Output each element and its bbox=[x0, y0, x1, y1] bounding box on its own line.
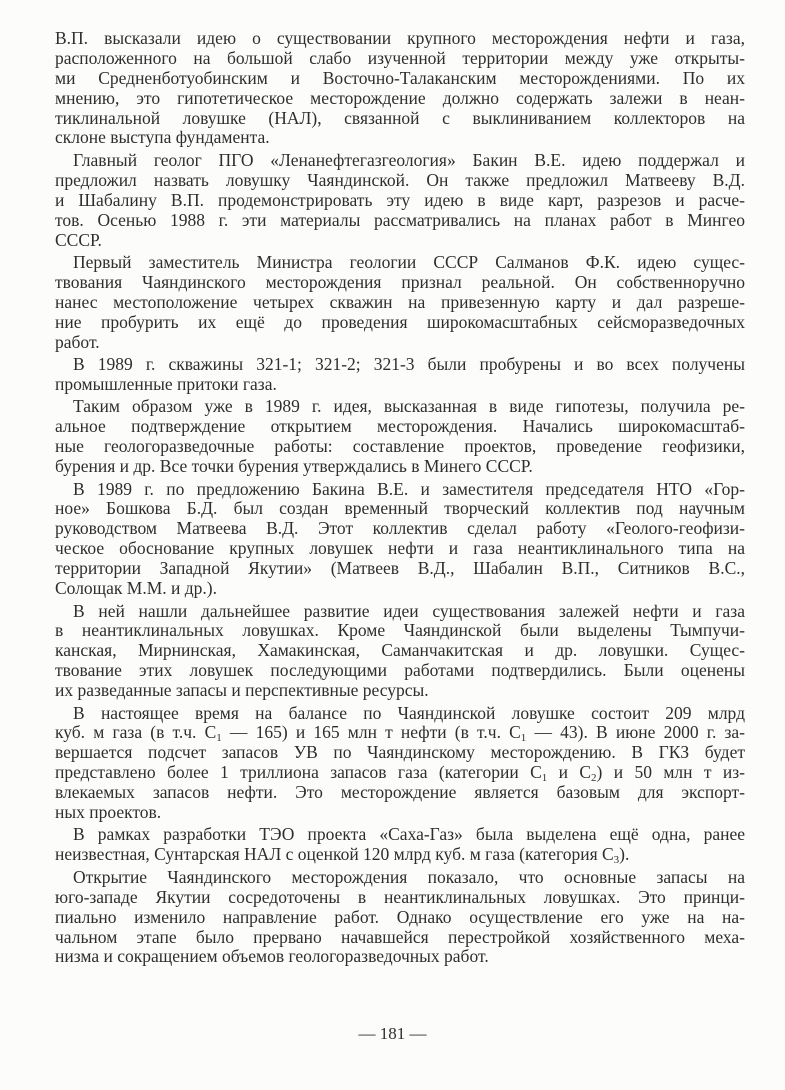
text-line: пиально изменило направление работ. Однако осуществление его уже на на- bbox=[55, 906, 745, 927]
subscript: 2 bbox=[591, 772, 597, 785]
text-line: и Шабалину В.П. продемонстрировать эту идею в виде карт, разрезов и расче- bbox=[55, 189, 745, 210]
text-line bbox=[55, 723, 745, 743]
text-line: предложил назвать ловушку Чаяндинской. Он также предложил Матвееву В.Д. bbox=[55, 169, 745, 190]
text-line: В ней нашли дальнейшее развитие идеи существования залежей нефти и газа bbox=[73, 600, 745, 621]
text-line: ческое обоснование крупных ловушек нефти и газа неантиклинального типа на bbox=[55, 538, 745, 559]
paragraph bbox=[55, 253, 745, 352]
text-line: территории Западной Якутии» (Матвеев В.Д., Шабалин В.П., Ситников В.С., bbox=[55, 558, 745, 579]
paragraph bbox=[55, 151, 745, 250]
text-line: склоне выступа фундамента. bbox=[55, 127, 270, 148]
text-line: бурения и др. Все точки бурения утверждались в Минего СССР. bbox=[55, 456, 533, 477]
page-number: — 181 — bbox=[358, 1024, 427, 1043]
text-segment: — 43). В июне 2000 г. за- bbox=[526, 722, 746, 743]
text-line: твование этих ловушек последующими работами подтвердились. Были оценены bbox=[55, 660, 745, 681]
subscript: 1 bbox=[216, 732, 222, 745]
text-line: твования Чаяндинского месторождения признал реальной. Он собственноручно bbox=[55, 271, 745, 292]
paragraph bbox=[55, 868, 745, 967]
text-line: промышленные притоки газа. bbox=[55, 373, 277, 394]
text-line: ние пробурить их ещё до проведения широкомасштабных сейсморазведочных bbox=[55, 311, 745, 332]
text-line bbox=[55, 763, 745, 783]
subscript: 1 bbox=[520, 732, 527, 745]
text-line: Открытие Чаяндинского месторождения показало, что основные запасы на bbox=[73, 866, 745, 887]
paragraph bbox=[55, 825, 745, 865]
text-line: низма и сокращением объемов геологоразведочных работ. bbox=[55, 946, 489, 967]
text-line: Первый заместитель Министра геологии СССР Салманов Ф.К. идею сущес- bbox=[73, 251, 745, 272]
text-line: Таким образом уже в 1989 г. идея, высказанная в виде гипотезы, получила ре- bbox=[73, 396, 745, 417]
text-line: В рамках разработки ТЭО проекта «Саха-Газ» была выделена ещё одна, ранее bbox=[73, 824, 745, 845]
text-line: влекаемых запасов нефти. Это месторождение является базовым для экспорт- bbox=[55, 782, 745, 803]
text-segment: куб. м газа (в т.ч. C bbox=[55, 722, 217, 743]
subscript: 3 bbox=[613, 854, 620, 867]
text-segment: неизвестная, Сунтарская НАЛ с оценкой 120 млрд куб. м газа (категория C bbox=[55, 844, 614, 865]
text-line: нанес местоположение четырех скважин на привезенную карту и дал разреше- bbox=[55, 291, 745, 312]
paragraph bbox=[55, 480, 745, 599]
text-line: ных проектов. bbox=[55, 802, 162, 822]
text-line: альное подтверждение открытием месторождения. Начались широкомасштаб- bbox=[55, 416, 745, 437]
paragraph bbox=[55, 29, 745, 148]
text-line: ные геологоразведочные работы: составление проектов, проведение геофизики, bbox=[55, 436, 745, 457]
text-line: расположенного на большой слабо изученной территории между уже открыты- bbox=[55, 47, 745, 68]
text-line: руководством Матвеева В.Д. Этот коллектив сделал работу «Геолого-геофизи- bbox=[55, 518, 745, 539]
text-line: В.П. высказали идею о существовании крупного месторождения нефти и газа, bbox=[55, 28, 745, 48]
text-line: Солощак М.М. и др.). bbox=[55, 578, 218, 599]
text-segment: — 165) и 165 млн т нефти (в т.ч. C bbox=[221, 722, 521, 743]
paragraph bbox=[55, 602, 745, 701]
paragraph bbox=[55, 704, 745, 823]
text-segment: ) и 50 млн т из- bbox=[596, 762, 745, 783]
text-line: вершается подсчет запасов УВ по Чаяндинскому месторождению. В ГКЗ будет bbox=[55, 742, 745, 763]
text-line: мнению, это гипотетическое месторождение должно содержать залежи в неан- bbox=[55, 87, 745, 108]
text-line: тов. Осенью 1988 г. эти материалы рассматривались на планах работ в Мингео bbox=[55, 209, 745, 230]
text-line: Главный геолог ПГО «Ленанефтегазгеология» Бакин В.Е. идею поддержал и bbox=[73, 149, 745, 170]
paragraph bbox=[55, 397, 745, 477]
text-line: В 1989 г. по предложению Бакина В.Е. и заместителя председателя НТО «Гор- bbox=[73, 478, 745, 499]
text-segment: и C bbox=[547, 762, 592, 783]
text-line: В настоящее время на балансе по Чаяндинской ловушке состоит 209 млрд bbox=[73, 702, 745, 723]
text-line: СССР. bbox=[55, 229, 102, 250]
text-line: чальном этапе было прервано начавшейся перестройкой хозяйственного меха- bbox=[55, 926, 745, 947]
text-segment: ). bbox=[619, 844, 630, 865]
page-body-text bbox=[55, 29, 745, 967]
text-line bbox=[55, 845, 745, 865]
text-line: тиклинальной ловушке (НАЛ), связанной с выклиниванием коллекторов на bbox=[55, 107, 745, 128]
text-line: юго-западе Якутии сосредоточены в неантиклинальных ловушках. Это принци- bbox=[55, 886, 745, 907]
text-line: ми Средненботуобинским и Восточно-Талаканским месторождениями. По их bbox=[55, 67, 745, 88]
text-line: в неантиклинальных ловушках. Кроме Чаяндинской были выделены Тымпучи- bbox=[55, 620, 745, 641]
text-line: их разведанные запасы и перспективные ресурсы. bbox=[55, 680, 429, 701]
paragraph bbox=[55, 355, 745, 395]
text-segment: представлено более 1 триллиона запасов газа (категории C bbox=[55, 762, 542, 783]
text-line: работ. bbox=[55, 331, 100, 352]
text-line: ное» Бошкова Б.Д. был создан временный творческий коллектив под научным bbox=[55, 498, 745, 519]
text-line: В 1989 г. скважины 321-1; 321-2; 321-3 были пробурены и во всех получены bbox=[73, 354, 745, 375]
subscript: 1 bbox=[541, 772, 548, 785]
text-line: канская, Мирнинская, Хамакинская, Саманчакитская и др. ловушки. Сущес- bbox=[55, 640, 745, 661]
